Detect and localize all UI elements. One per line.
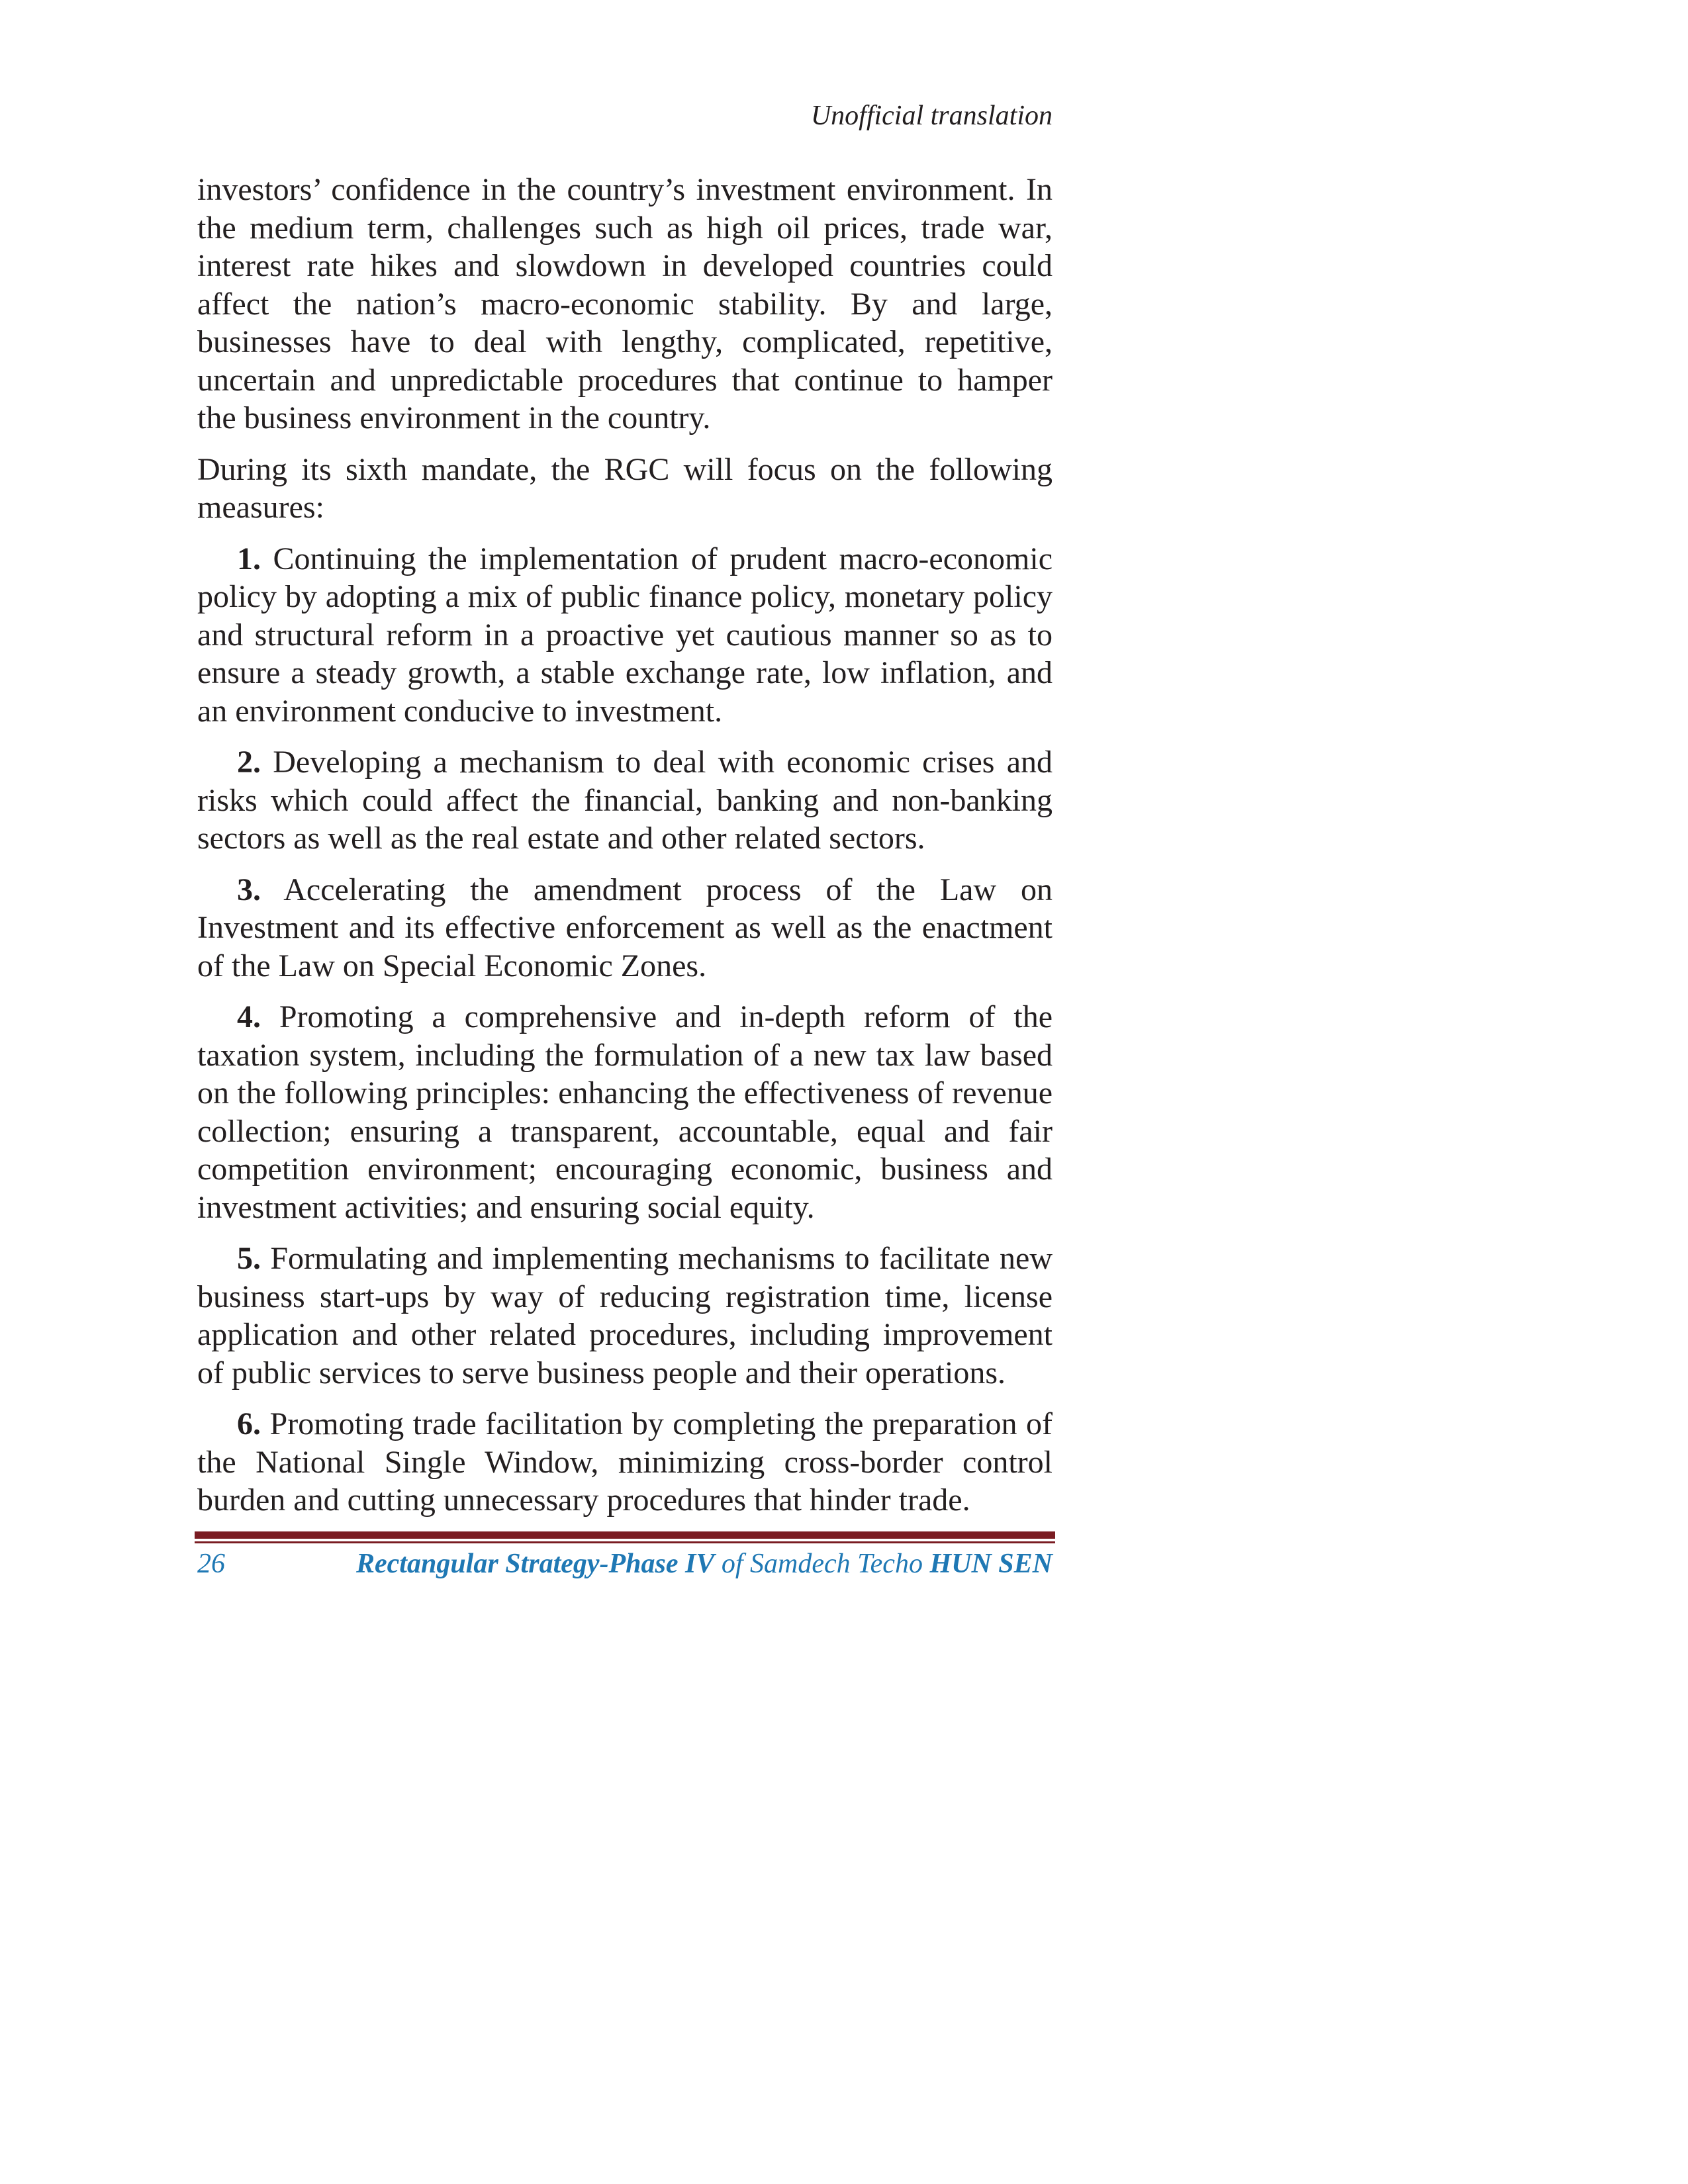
list-item: [197, 1405, 1053, 1520]
footer-divider: [195, 1531, 1055, 1543]
footer-title: [356, 1547, 1053, 1580]
body-text: [197, 171, 1053, 1533]
item-text: Formulating and implementing mechanisms to facilitate new business start-ups by way of reducing registration time, license application and other related procedures, including improvement of public services to serve business people and their operations.: [197, 1241, 1053, 1390]
footer-title-of: of Samdech Techo: [714, 1549, 930, 1579]
list-item: [197, 1240, 1053, 1392]
item-text: Continuing the implementation of prudent macro-economic policy by adopting a mix of public finance policy, monetary policy and structural reform in a proactive yet cautious manner so as to ensure a steady growth, a stable exchange rate, low inflation, and an environment conducive to investment.: [197, 541, 1053, 729]
running-header: Unofficial translation: [810, 101, 1053, 131]
item-number: 5.: [237, 1241, 261, 1276]
item-text: Developing a mechanism to deal with economic crises and risks which could affect the financial, banking and non-banking sectors as well as the real estate and other related sectors.: [197, 745, 1053, 856]
footer-title-strategy: Rectangular Strategy-Phase IV: [356, 1549, 715, 1579]
page-number: 26: [197, 1549, 225, 1579]
item-text: Promoting a comprehensive and in-depth reform of the taxation system, including the formulation of a new tax law based on the following principles: enhancing the effectiveness of revenue collection; ensuring a transparent, accountable, equal and fair competition environment; encouraging economic, business and investment activities; and ensuring social equity.: [197, 999, 1053, 1225]
item-number: 6.: [237, 1406, 261, 1441]
item-number: 1.: [237, 541, 261, 576]
item-number: 2.: [237, 745, 261, 780]
item-number: 4.: [237, 999, 261, 1034]
list-item: [197, 871, 1053, 985]
footer-divider-thin: [195, 1541, 1055, 1543]
list-item: [197, 540, 1053, 731]
footer-divider-thick: [195, 1531, 1055, 1539]
list-item: [197, 743, 1053, 858]
footer-title-name: HUN SEN: [929, 1549, 1053, 1579]
item-number: 3.: [237, 872, 261, 907]
paragraph-intro: investors’ confidence in the country’s investment environment. In the medium term, challenges such as high oil prices, trade war, interest rate hikes and slowdown in developed countries could affect the nation’s macro-economic stability. By and large, businesses have to deal with lengthy, complicated, repetitive, uncertain and unpredictable procedures that continue to hamper the business environment in the country.: [197, 172, 1053, 435]
item-text: Accelerating the amendment process of the Law on Investment and its effective enforcement as well as the enactment of the Law on Special Economic Zones.: [197, 872, 1053, 983]
page-footer: [197, 1547, 1053, 1580]
document-page: [197, 0, 1053, 2184]
list-item: [197, 998, 1053, 1226]
item-text: Promoting trade facilitation by completing the preparation of the National Single Window, minimizing cross-border control burden and cutting unnecessary procedures that hinder trade.: [197, 1406, 1053, 1518]
paragraph-measures-lead: During its sixth mandate, the RGC will focus on the following measures:: [197, 451, 1053, 525]
